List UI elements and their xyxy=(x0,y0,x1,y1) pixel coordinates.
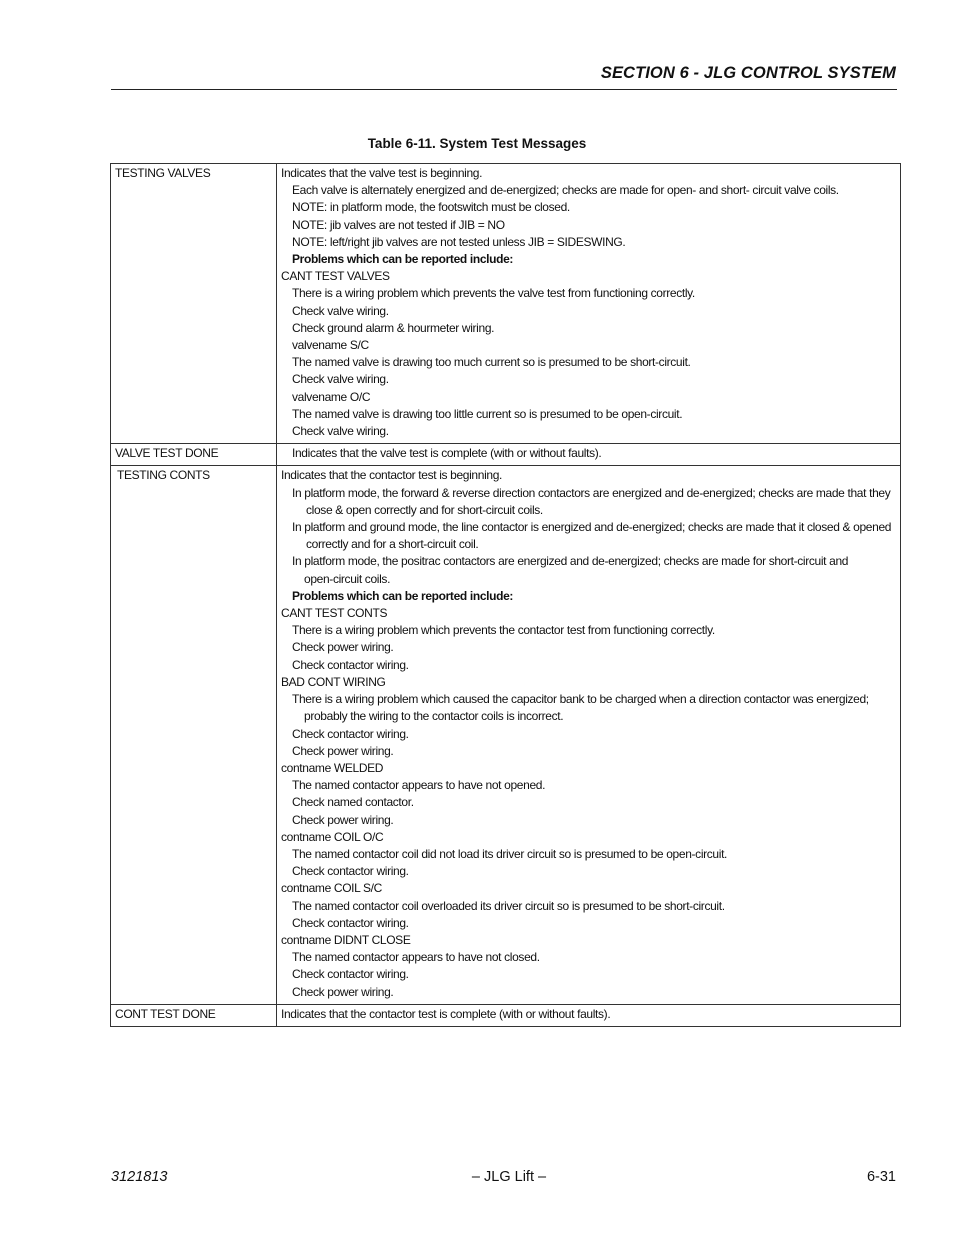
check-item: Check power wiring. xyxy=(292,812,394,827)
check-item: Check contactor wiring. xyxy=(292,726,409,741)
description-cell xyxy=(277,466,901,1004)
check-item: Check contactor wiring. xyxy=(292,967,409,982)
description-line: The named valve is drawing too little current so is presumed to be open-circuit. xyxy=(292,406,683,421)
message-cell xyxy=(111,466,277,1004)
check-item: Check ground alarm & hourmeter wiring. xyxy=(292,320,495,335)
description-line: Indicates that the contactor test is beginning. xyxy=(281,468,503,483)
error-message: BAD CONT WIRING xyxy=(281,674,386,689)
check-item: Check contactor wiring. xyxy=(292,864,409,879)
description-cell xyxy=(277,1004,901,1026)
header-divider xyxy=(111,89,897,90)
note-line: NOTE: in platform mode, the footswitch must be closed. xyxy=(292,200,570,215)
description-line: In platform mode, the forward & reverse direction contactors are energized and de-energized; checks are made that they xyxy=(292,485,891,500)
error-message: contname DIDNT CLOSE xyxy=(281,932,411,947)
table-row xyxy=(111,444,901,466)
system-test-messages-table xyxy=(110,163,901,1027)
description-line: Indicates that the valve test is beginning. xyxy=(281,166,483,180)
description-line: Each valve is alternately energized and de-energized; checks are made for open- and short- circuit valve coils. xyxy=(292,183,839,198)
description-line: There is a wiring problem which prevents the contactor test from functioning correctly. xyxy=(292,623,715,638)
note-line: NOTE: left/right jib valves are not tested unless JIB = SIDESWING. xyxy=(292,234,626,249)
check-item: Check power wiring. xyxy=(292,640,394,655)
message-name: CONT TEST DONE xyxy=(115,1006,216,1021)
table-row xyxy=(111,1004,901,1026)
table-row xyxy=(111,164,901,444)
table-row xyxy=(111,466,901,1004)
description-line: The named contactor coil overloaded its driver circuit so is presumed to be short-circuit. xyxy=(292,898,725,913)
error-message: CANT TEST CONTS xyxy=(281,606,388,621)
description-line: The named contactor appears to have not closed. xyxy=(292,950,540,965)
error-message: contname WELDED xyxy=(281,760,384,775)
message-name: TESTING CONTS xyxy=(117,468,210,483)
check-item: Check contactor wiring. xyxy=(292,915,409,930)
check-item: Check valve wiring. xyxy=(292,303,389,318)
section-title: SECTION 6 - JLG CONTROL SYSTEM xyxy=(600,64,896,82)
error-message: CANT TEST VALVES xyxy=(281,269,390,284)
message-name: VALVE TEST DONE xyxy=(115,446,219,461)
description-line: There is a wiring problem which prevents the valve test from functioning correctly. xyxy=(292,286,695,301)
check-item: Check power wiring. xyxy=(292,984,394,999)
description-line: In platform and ground mode, the line contactor is energized and de-energized; checks are made that it closed & opened xyxy=(292,520,892,535)
description-line: correctly and for a short-circuit coil. xyxy=(306,537,479,552)
message-cell xyxy=(111,1004,277,1026)
description-line: close & open correctly and for short-circuit coils. xyxy=(306,502,543,517)
description-line: Indicates that the valve test is complete (with or without faults). xyxy=(292,446,602,461)
page-number: 6-31 xyxy=(866,1169,896,1185)
message-cell xyxy=(111,444,277,466)
document-number: 3121813 xyxy=(111,1169,168,1185)
description-line: Indicates that the contactor test is complete (with or without faults). xyxy=(281,1006,611,1021)
check-item: Check valve wiring. xyxy=(292,372,389,387)
message-name: TESTING VALVES xyxy=(115,166,211,180)
message-cell xyxy=(111,164,277,444)
description-cell xyxy=(277,444,901,466)
check-item: Check named contactor. xyxy=(292,795,414,810)
problems-heading: Problems which can be reported include: xyxy=(292,588,514,603)
problems-heading: Problems which can be reported include: xyxy=(292,252,514,267)
description-cell xyxy=(277,164,901,444)
error-message: valvename O/C xyxy=(292,389,371,404)
description-line: The named contactor appears to have not opened. xyxy=(292,778,546,793)
description-line: open-circuit coils. xyxy=(304,571,391,586)
description-line: The named contactor coil did not load its driver circuit so is presumed to be open-circuit. xyxy=(292,846,728,861)
table-caption: Table 6-11. System Test Messages xyxy=(367,136,587,151)
note-line: NOTE: jib valves are not tested if JIB = NO xyxy=(292,217,505,232)
check-item: Check power wiring. xyxy=(292,743,394,758)
check-item: Check valve wiring. xyxy=(292,424,389,439)
error-message: contname COIL S/C xyxy=(281,881,382,896)
error-message: contname COIL O/C xyxy=(281,829,384,844)
description-line: probably the wiring to the contactor coils is incorrect. xyxy=(304,709,564,724)
check-item: Check contactor wiring. xyxy=(292,657,409,672)
error-message: valvename S/C xyxy=(292,338,369,353)
description-line: In platform mode, the positrac contactors are energized and de-energized; checks are made for short-circuit and xyxy=(292,554,849,569)
description-line: The named valve is drawing too much current so is presumed to be short-circuit. xyxy=(292,355,691,370)
footer-brand: – JLG Lift – xyxy=(471,1169,547,1185)
description-line: There is a wiring problem which caused the capacitor bank to be charged when a direction contactor was energized; xyxy=(292,692,869,707)
